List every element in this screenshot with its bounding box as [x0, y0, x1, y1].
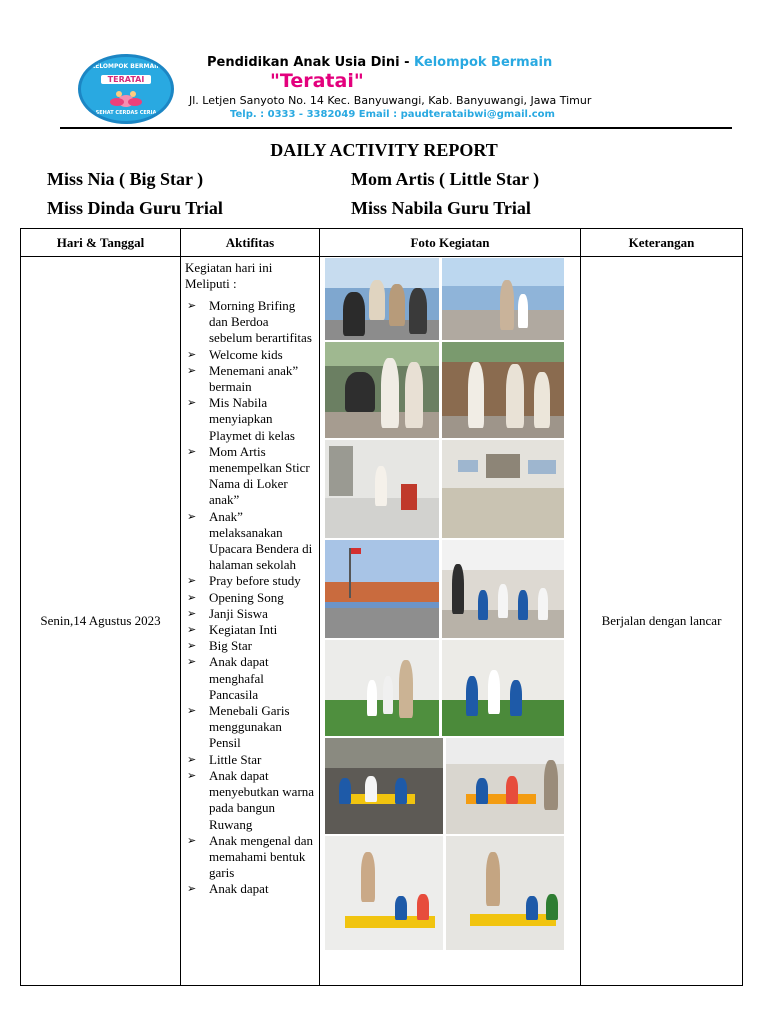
arrowhead-bullet-icon: ➢ — [187, 639, 197, 653]
activity-photo — [446, 738, 564, 834]
activity-photo — [442, 258, 564, 340]
list-item — [185, 573, 315, 589]
logo-name: TERATAI — [101, 75, 151, 84]
list-item — [185, 298, 315, 347]
letterhead-line1 — [207, 55, 552, 70]
activity-photo — [442, 440, 564, 538]
activity-text: Pray before study — [209, 573, 301, 589]
header-photos: Foto Kegiatan — [320, 229, 581, 257]
header-activities: Aktifitas — [181, 229, 320, 257]
arrowhead-bullet-icon: ➢ — [187, 363, 197, 377]
activities-list — [185, 298, 315, 898]
activity-photo — [325, 836, 443, 950]
activity-text: Anak mengenal dan memahami bentuk garis — [209, 832, 313, 881]
arrowhead-bullet-icon: ➢ — [187, 752, 197, 766]
header-remarks: Keterangan — [581, 229, 743, 257]
activity-photo — [325, 640, 439, 736]
list-item — [185, 703, 315, 752]
activity-photo — [442, 540, 564, 638]
lotus-icon — [107, 89, 145, 107]
school-address: Jl. Letjen Sanyoto No. 14 Kec. Banyuwangi, Kab. Banyuwangi, Jawa Timur — [189, 94, 592, 107]
date-cell: Senin,14 Agustus 2023 — [21, 257, 181, 986]
logo-bottom-text: SEHAT CERDAS CERIA — [95, 110, 157, 116]
activity-text: Little Star — [209, 751, 262, 767]
report-title: DAILY ACTIVITY REPORT — [270, 140, 498, 160]
arrowhead-bullet-icon: ➢ — [187, 299, 197, 312]
arrowhead-bullet-icon: ➢ — [187, 606, 197, 620]
list-item — [185, 752, 315, 768]
list-item — [185, 606, 315, 622]
activities-cell — [181, 257, 320, 986]
activity-photo — [446, 836, 564, 950]
arrowhead-bullet-icon: ➢ — [187, 704, 197, 718]
staff-name: Mom Artis ( Little Star ) — [351, 169, 540, 189]
photo-grid — [320, 257, 580, 977]
list-item — [185, 638, 315, 654]
activity-text: Welcome kids — [209, 346, 283, 362]
arrowhead-bullet-icon: ➢ — [187, 574, 197, 588]
activity-text: Janji Siswa — [209, 605, 268, 621]
arrowhead-bullet-icon: ➢ — [187, 623, 197, 637]
list-item — [185, 654, 315, 703]
arrowhead-bullet-icon: ➢ — [187, 833, 197, 847]
letterhead — [60, 40, 736, 132]
arrowhead-bullet-icon: ➢ — [187, 509, 197, 523]
school-contact: Telp. : 0333 - 3382049 Email : paudterataibwi@gmail.com — [230, 109, 555, 120]
table-row — [21, 257, 743, 986]
activity-text: Opening Song — [209, 589, 284, 605]
activity-photo — [325, 440, 439, 538]
activities-intro: Kegiatan hari ini Meliputi : — [185, 260, 273, 291]
list-item — [185, 395, 315, 444]
arrowhead-bullet-icon: ➢ — [187, 347, 197, 361]
activity-photo — [442, 640, 564, 736]
letterhead-divider — [60, 127, 732, 129]
activity-text: Mis Nabila menyiapkan Playmet di kelas — [209, 395, 295, 443]
header-date: Hari & Tanggal — [21, 229, 181, 257]
school-logo — [78, 54, 174, 124]
table-header-row — [21, 229, 743, 257]
arrowhead-bullet-icon: ➢ — [187, 590, 197, 604]
activity-text: Kegiatan Inti — [209, 622, 278, 638]
activity-table — [20, 228, 743, 986]
list-item — [185, 347, 315, 363]
activity-text: Menemani anak” bermain — [209, 362, 299, 395]
list-item — [185, 881, 315, 897]
remarks-cell: Berjalan dengan lancar — [581, 257, 743, 986]
activity-text: Anak” melaksanakan Upacara Bendera di halaman sekolah — [209, 508, 313, 573]
list-item — [185, 622, 315, 638]
activity-text: Big Star — [209, 638, 252, 654]
list-item — [185, 768, 315, 833]
staff-name: Miss Dinda Guru Trial — [47, 198, 223, 218]
arrowhead-bullet-icon: ➢ — [187, 396, 197, 410]
list-item — [185, 590, 315, 606]
list-item — [185, 444, 315, 509]
photos-cell — [320, 257, 581, 986]
list-item — [185, 509, 315, 574]
activity-photo — [325, 738, 443, 834]
activity-photo — [442, 342, 564, 438]
logo-top-text: KELOMPOK BERMAIN — [90, 63, 162, 70]
staff-name: Miss Nabila Guru Trial — [351, 198, 531, 218]
activity-text: Menebali Garis menggunakan Pensil — [209, 703, 290, 751]
arrowhead-bullet-icon: ➢ — [187, 768, 197, 782]
letterhead-kb-text: Kelompok Bermain — [414, 55, 553, 70]
activity-photo — [325, 540, 439, 638]
arrowhead-bullet-icon: ➢ — [187, 655, 197, 669]
activity-photo — [325, 342, 439, 438]
activity-text: Anak dapat — [209, 881, 269, 897]
activity-text: Anak dapat menyebutkan warna pada bangun Ruwang — [209, 767, 315, 832]
staff-name: Miss Nia ( Big Star ) — [47, 169, 204, 189]
list-item — [185, 833, 315, 882]
arrowhead-bullet-icon: ➢ — [187, 882, 197, 896]
activity-text: Anak dapat menghafal Pancasila — [209, 654, 269, 702]
activity-text: Morning Brifing dan Berdoa sebelum berartifitas — [209, 298, 312, 346]
letterhead-paud-text: Pendidikan Anak Usia Dini - — [207, 55, 410, 70]
arrowhead-bullet-icon: ➢ — [187, 444, 197, 458]
school-name: "Teratai" — [270, 70, 364, 92]
list-item — [185, 363, 315, 395]
activity-text: Mom Artis menempelkan Sticr Nama di Loker anak” — [209, 443, 310, 508]
activity-photo — [325, 258, 439, 340]
